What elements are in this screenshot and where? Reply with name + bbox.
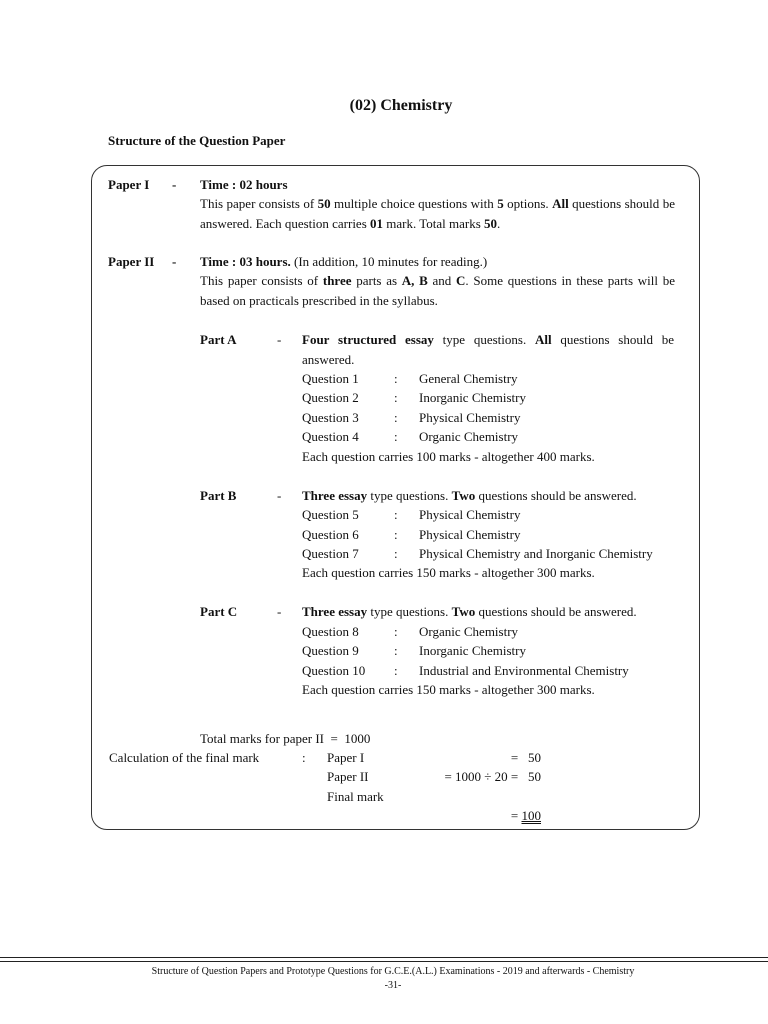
question-number: Question 3 <box>302 410 359 425</box>
paper2-dash: - <box>172 254 177 269</box>
text-run: type questions. <box>367 604 452 619</box>
question-separator: : <box>394 663 398 678</box>
text-run: options. <box>503 196 553 211</box>
text-run: 5 <box>497 196 504 211</box>
text-run: and <box>427 273 457 288</box>
calc-row-name: Final mark <box>327 789 384 804</box>
question-number: Question 1 <box>302 371 359 386</box>
text-run: This paper consists of <box>200 273 323 288</box>
question-topic: Physical Chemistry <box>419 527 521 542</box>
question-topic: Physical Chemistry <box>419 410 521 425</box>
question-topic: Organic Chemistry <box>419 624 519 639</box>
text-run: (In addition, 10 minutes for reading.) <box>290 254 488 269</box>
part-b-label: Part B <box>200 488 237 503</box>
calc-row-value: = 50 <box>510 750 541 765</box>
question-number: Question 9 <box>302 643 359 658</box>
question-separator: : <box>394 390 398 405</box>
calculation-separator: : <box>302 750 306 765</box>
text-run: Three essay <box>302 604 368 619</box>
text-run: All <box>534 332 552 347</box>
part-c-label: Part C <box>200 604 238 619</box>
part-a-dash: - <box>277 332 282 347</box>
question-topic: Industrial and Environmental Chemistry <box>419 663 629 678</box>
question-number: Question 6 <box>302 527 359 542</box>
page-number: -31- <box>384 980 402 991</box>
text-run: 50 <box>317 196 331 211</box>
part-b-intro <box>302 486 637 505</box>
text-run: All <box>552 196 569 211</box>
text-run: . Some questions in these parts will be based on practicals prescribed in the syllabus. <box>200 273 675 308</box>
question-number: Question 5 <box>302 507 359 522</box>
text-run: 50 <box>484 215 498 231</box>
paper1-time: Time : 02 hours <box>200 177 288 192</box>
text-run: A, B <box>401 273 428 288</box>
text-run: three <box>322 273 352 288</box>
text-run: questions should be answered. <box>475 604 637 619</box>
question-separator: : <box>394 429 398 444</box>
question-number: Question 10 <box>302 663 366 678</box>
question-topic: Organic Chemistry <box>419 429 519 444</box>
paper2-description <box>200 271 675 310</box>
text-run: type questions. <box>367 488 452 503</box>
question-number: Question 8 <box>302 624 359 639</box>
part-b-marks: Each question carries 150 marks - altogether 300 marks. <box>302 565 595 580</box>
question-separator: : <box>394 546 398 561</box>
text-run: 01 <box>370 215 384 231</box>
text-run: multiple choice questions with <box>330 196 498 211</box>
text-run: Two <box>451 604 476 619</box>
text-run: parts as <box>351 273 402 288</box>
calc-row-value: = 1000 ÷ 20 = 50 <box>444 769 541 784</box>
part-a-marks: Each question carries 100 marks - altogether 400 marks. <box>302 449 595 464</box>
text-run: mark. Total marks <box>383 215 485 231</box>
part-c-intro <box>302 602 637 621</box>
footer <box>0 965 768 993</box>
calc-row-name: Paper II <box>327 769 369 784</box>
question-topic: Inorganic Chemistry <box>419 643 526 658</box>
footer-text: Structure of Question Papers and Prototype Questions for G.C.E.(A.L.) Examinations - 2019 and afterwards - Chemistry <box>151 966 635 977</box>
part-b-dash: - <box>277 488 282 503</box>
text-run: questions should be answered. <box>475 488 637 503</box>
question-separator: : <box>394 527 398 542</box>
calculation-label: Calculation of the final mark <box>109 750 260 765</box>
text-run: = <box>510 808 522 823</box>
part-c-dash: - <box>277 604 282 619</box>
question-separator: : <box>394 410 398 425</box>
paper1-dash: - <box>172 177 177 192</box>
paper2-label: Paper II <box>108 254 155 269</box>
calc-row-name: Paper I <box>327 750 365 765</box>
paper1-description <box>200 194 675 233</box>
question-topic: Physical Chemistry <box>419 507 521 522</box>
question-separator: : <box>394 507 398 522</box>
question-number: Question 4 <box>302 429 359 444</box>
question-separator: : <box>394 643 398 658</box>
final-mark-value <box>504 787 541 825</box>
text-run: Two <box>451 488 476 503</box>
final-mark-total: 100 <box>521 808 541 823</box>
text-run: questions should be answered. <box>302 332 674 367</box>
text-run: This paper consists of <box>200 196 318 211</box>
paper1-label: Paper I <box>108 177 150 192</box>
total-marks: Total marks for paper II = 1000 <box>200 731 371 746</box>
question-topic: Inorganic Chemistry <box>419 390 526 405</box>
paper2-time <box>200 252 487 271</box>
text-run: Three essay <box>302 488 368 503</box>
text-run: Time : 03 hours. <box>200 254 291 269</box>
page-title: (02) Chemistry <box>349 97 453 114</box>
text-run: Four structured essay <box>302 332 434 347</box>
part-c-marks: Each question carries 150 marks - altogether 300 marks. <box>302 682 595 697</box>
text-run: questions should be answered. Each question carries <box>200 196 675 231</box>
text-run: type questions. <box>433 332 535 347</box>
question-separator: : <box>394 624 398 639</box>
footer-rule <box>0 957 768 958</box>
footer-rule <box>0 961 768 962</box>
question-separator: : <box>394 371 398 386</box>
section-heading: Structure of the Question Paper <box>108 133 286 148</box>
question-topic: Physical Chemistry and Inorganic Chemistry <box>419 546 653 561</box>
part-a-label: Part A <box>200 332 237 347</box>
question-number: Question 7 <box>302 546 359 561</box>
text-run: C <box>456 273 466 288</box>
part-a-intro <box>302 330 674 369</box>
text-run: . <box>497 215 501 231</box>
question-number: Question 2 <box>302 390 359 405</box>
question-topic: General Chemistry <box>419 371 518 386</box>
